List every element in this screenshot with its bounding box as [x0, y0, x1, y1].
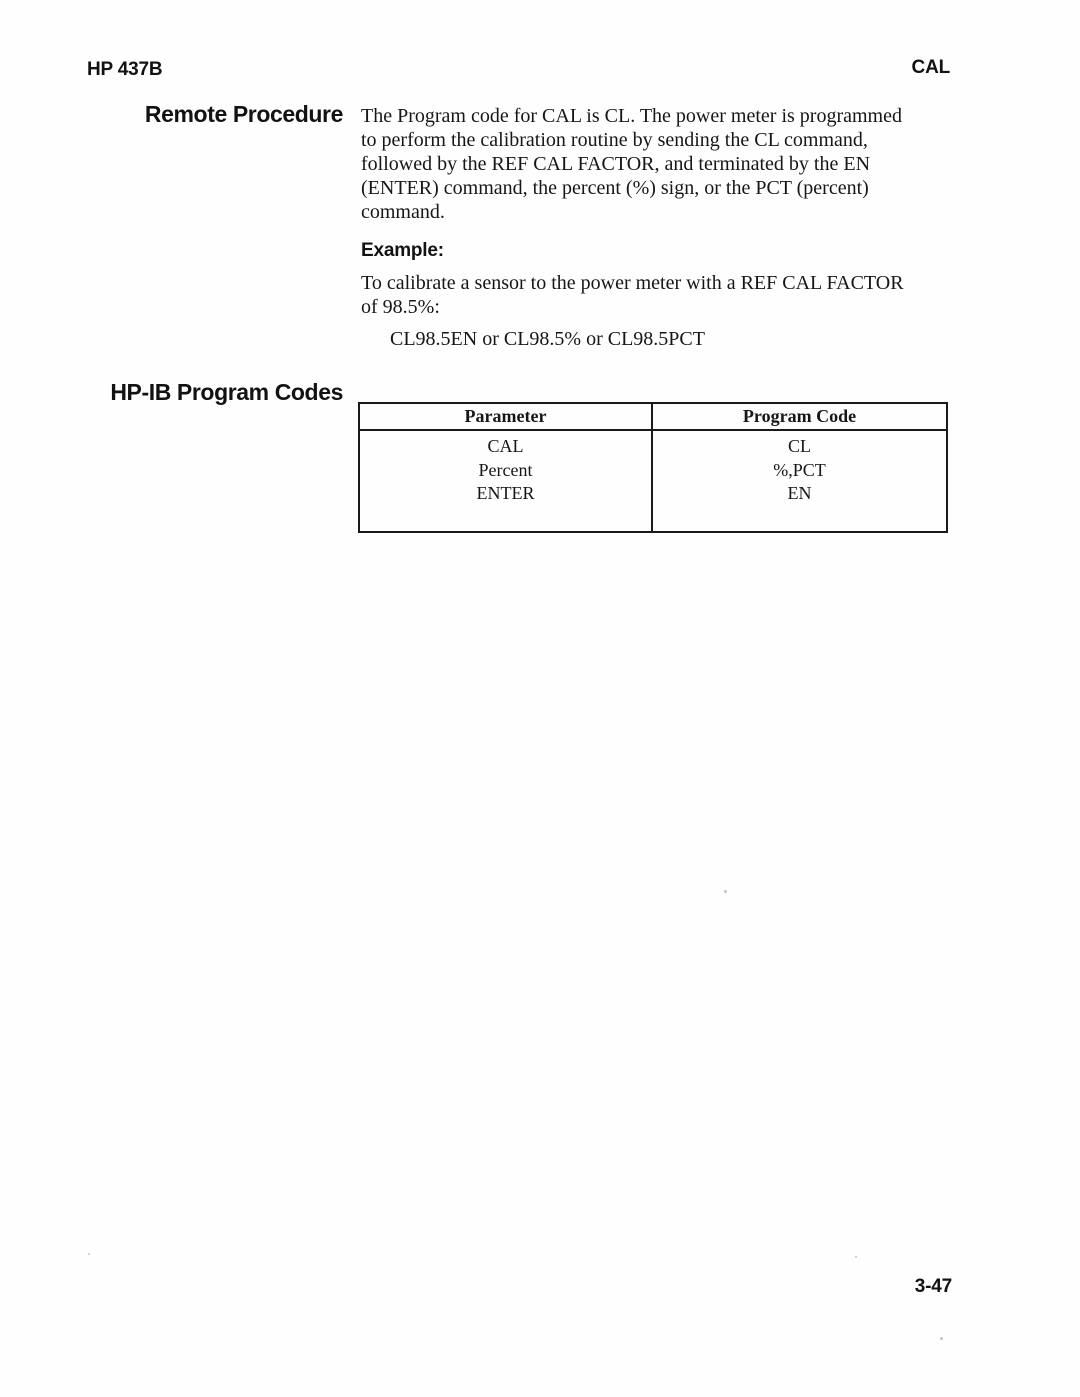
table-cell: CL — [787, 436, 811, 456]
table-header-parameter: Parameter — [360, 404, 653, 429]
paragraph-line: of 98.5%: — [361, 296, 440, 318]
scan-speck — [724, 890, 727, 893]
header-section-label: CAL — [911, 57, 950, 78]
remote-procedure-heading: Remote Procedure — [144, 101, 343, 127]
table-cell: EN — [787, 483, 812, 503]
header-model-label: HP 437B — [87, 59, 163, 80]
table-column-parameter — [360, 431, 653, 531]
page-number: 3-47 — [914, 1276, 952, 1297]
table-body — [360, 431, 946, 531]
paragraph-line: The Program code for CAL is CL. The power meter is programmed — [361, 105, 902, 127]
paragraph-line: command. — [361, 201, 445, 223]
scan-speck — [855, 1256, 857, 1258]
table-column-program-code — [653, 431, 946, 531]
paragraph-line: (ENTER) command, the percent (%) sign, or the PCT (percent) — [361, 177, 869, 199]
remote-procedure-paragraph — [361, 104, 961, 224]
example-code-line: CL98.5EN or CL98.5% or CL98.5PCT — [390, 328, 705, 350]
paragraph-line: to perform the calibration routine by sending the CL command, — [361, 129, 868, 151]
table-header-program-code: Program Code — [742, 406, 857, 426]
example-paragraph — [361, 271, 961, 319]
paragraph-line: followed by the REF CAL FACTOR, and terminated by the EN — [361, 153, 871, 175]
hpib-program-codes-heading: HP-IB Program Codes — [110, 379, 343, 405]
table-header-row — [360, 404, 946, 431]
scan-speck — [88, 1253, 90, 1255]
table-cell: Percent — [478, 459, 533, 480]
hpib-program-codes-table — [358, 402, 948, 533]
scan-speck — [940, 1337, 943, 1340]
table-cell: ENTER — [476, 483, 535, 503]
table-cell: CAL — [487, 436, 524, 456]
table-cell: %,PCT — [773, 459, 826, 480]
example-label: Example: — [361, 240, 444, 261]
paragraph-line: To calibrate a sensor to the power meter with a REF CAL FACTOR — [361, 272, 904, 294]
